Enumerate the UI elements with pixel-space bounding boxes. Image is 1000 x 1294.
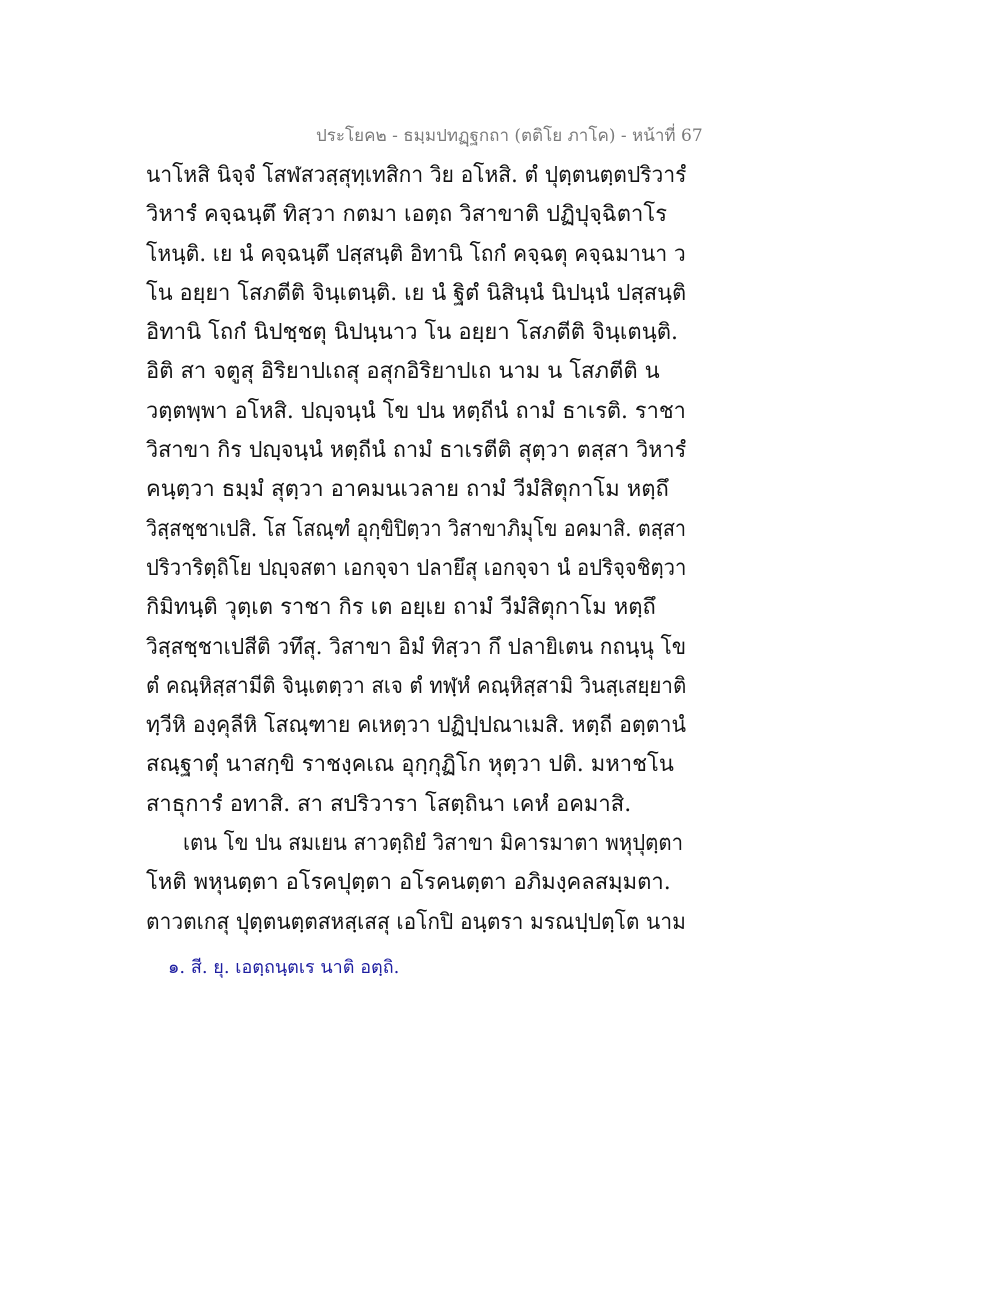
text-line: โหนฺติ. เย นํ คจฺฉนฺตึ ปสฺสนฺติ อิทานิ โถกํ คจฺฉตุ คจฺฉมานา ว	[146, 241, 686, 267]
text-line: อิทานิ โถกํ นิปชฺชตุ นิปนฺนาว โน อยฺยา โสภตีติ จินฺเตนฺติ.	[146, 320, 679, 346]
text-line: ตํ คณฺหิสฺสามีติ จินฺเตตฺวา สเจ ตํ ทฬฺหํ คณฺหิสฺสามิ วินสฺเสยฺยาติ	[146, 673, 687, 699]
text-line: วตฺตพฺพา อโหสิ. ปญฺจนฺนํ โข ปน หตฺถีนํ ถามํ ธาเรติ. ราชา	[146, 398, 686, 424]
running-header: ประโยค๒ - ธมฺมปทฏฺฐกถา (ตติโย ภาโค) - หน้าที่ 67	[316, 126, 703, 146]
text-line: อิติ สา จตูสุ อิริยาปเถสุ อสุกอิริยาปเถ นาม น โสภตีติ น	[146, 359, 660, 385]
body-text	[146, 156, 686, 942]
text-line: สณฺฐาตุํ นาสกฺขิ ราชงฺคเณ อุกฺกุฏิโก หุตฺวา ปติ. มหาชโน	[146, 752, 674, 778]
text-line: ทฺวีหิ องฺคุลีหิ โสณฺฑาย คเหตฺวา ปฏิปฺปณาเมสิ. หตฺถี อตฺตานํ	[146, 713, 687, 739]
text-line: นาโหสิ นิจฺจํ โสฬสวสฺสุทฺเทสิกา วิย อโหสิ. ตํ ปุตฺตนตฺตปริวารํ	[146, 163, 687, 188]
text-line: โน อยฺยา โสภตีติ จินฺเตนฺติ. เย นํ ฐิตํ นิสินฺนํ นิปนฺนํ ปสฺสนฺติ	[146, 280, 687, 306]
text-line: คนฺตฺวา ธมฺมํ สุตฺวา อาคมนเวลาย ถามํ วีมํสิตุกาโม หตฺถึ	[146, 477, 669, 503]
footnote: ๑. สี. ยุ. เอตฺถนฺตเร นาติ อตฺถิ.	[168, 957, 400, 978]
text-line: วิหารํ คจฺฉนฺตึ ทิสฺวา กตมา เอตฺถ วิสาขาติ ปฏิปุจฺฉิตาโร	[146, 202, 668, 228]
text-line: วิสฺสชฺชาเปสิ. โส โสณฺฑํ อุกฺขิปิตฺวา วิสาขาภิมุโข อคมาสิ. ตสฺสา	[146, 516, 687, 542]
text-line: สาธุการํ อทาสิ. สา สปริวารา โสตฺถินา เคหํ อคมาสิ.	[146, 791, 632, 817]
text-line: วิสาขา กิร ปญฺจนฺนํ หตฺถีนํ ถามํ ธาเรตีติ สุตฺวา ตสฺสา วิหารํ	[146, 438, 687, 464]
paragraph-start-line: เตน โข ปน สมเยน สาวตฺถิยํ วิสาขา มิคารมาตา พหุปุตฺตา	[183, 831, 684, 857]
text-line: วิสฺสชฺชาเปสีติ วทึสุ. วิสาขา อิมํ ทิสฺวา กึ ปลายิเตน กถนฺนุ โข	[146, 634, 687, 660]
text-line: ปริวาริตฺถิโย ปญฺจสตา เอกจฺจา ปลายึสุ เอกจฺจา นํ อปริจฺจชิตฺวา	[146, 555, 687, 581]
text-line: กิมิทนฺติ วุตฺเต ราชา กิร เต อยฺเย ถามํ วีมํสิตุกาโม หตฺถึ	[146, 595, 656, 621]
text-line: ตาวตเกสุ ปุตฺตนตฺตสหสฺเสสุ เอโกปิ อนฺตรา มรณปฺปตฺโต นาม	[146, 909, 686, 935]
text-line: โหติ พหุนตฺตา อโรคปุตฺตา อโรคนตฺตา อภิมงฺคลสมฺมตา.	[146, 870, 671, 896]
